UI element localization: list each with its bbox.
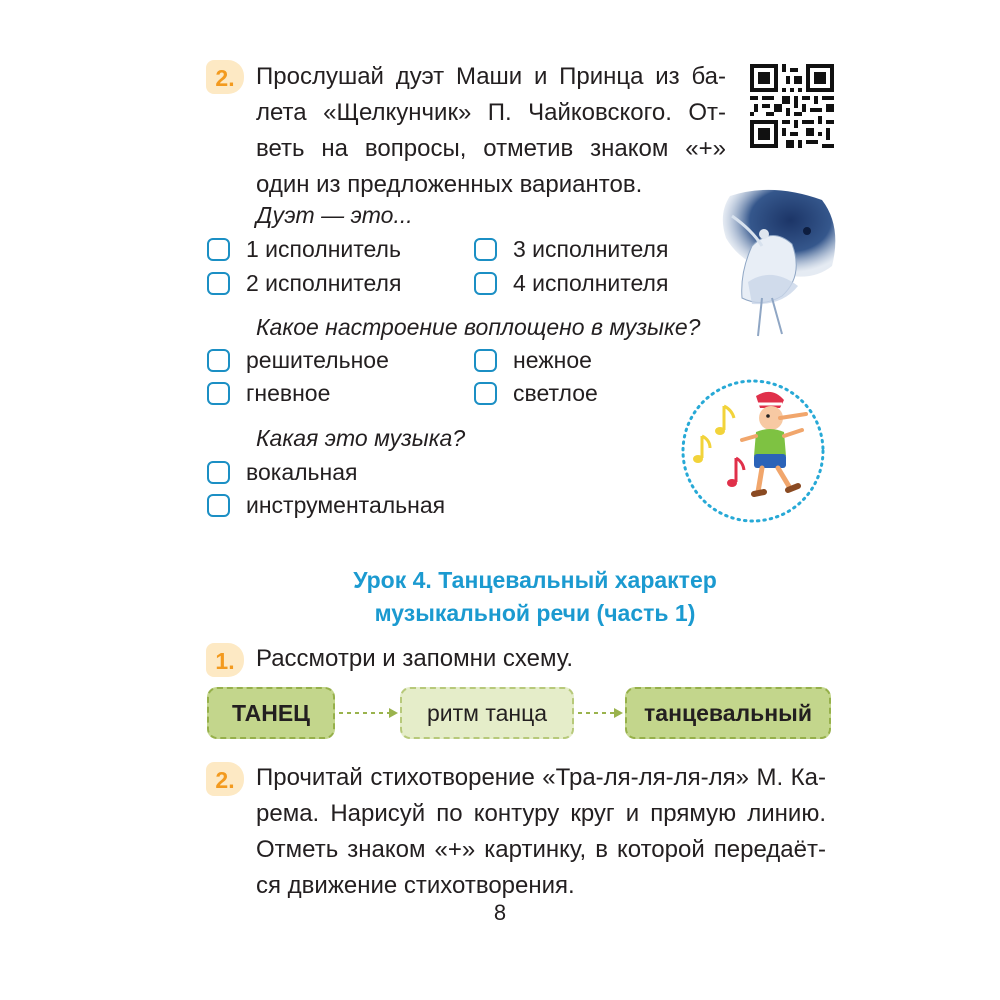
ballet-dancers-illustration bbox=[712, 186, 840, 340]
option-label: нежное bbox=[513, 346, 592, 373]
instruction-line: веть на вопросы, отметив знаком «+» bbox=[256, 135, 726, 162]
option-1-performer[interactable] bbox=[207, 233, 401, 265]
option-label: инструментальная bbox=[246, 491, 446, 518]
scheme-box-dance: ТАНЕЦ bbox=[207, 687, 335, 739]
arrow-right-icon bbox=[337, 703, 401, 723]
question-mood: Какое настроение воплощено в музыке? bbox=[256, 314, 701, 340]
checkbox[interactable] bbox=[474, 349, 497, 372]
option-2-performers[interactable] bbox=[207, 267, 401, 299]
option-label: гневное bbox=[246, 379, 331, 406]
instruction-line: Прочитай стихотворение «Тра-ля-ля-ля-ля» М. Ка- bbox=[256, 764, 826, 791]
option-4-performers[interactable] bbox=[474, 267, 668, 299]
option-label: 3 исполнителя bbox=[513, 235, 669, 262]
lesson-title-line: музыкальной речи (часть 1) bbox=[374, 600, 696, 626]
checkbox[interactable] bbox=[474, 272, 497, 295]
page-number: 8 bbox=[493, 900, 507, 925]
checkbox[interactable] bbox=[207, 461, 230, 484]
task-2-bottom-instructions bbox=[256, 760, 826, 904]
option-vocal[interactable] bbox=[207, 456, 357, 488]
scheme-box-dance-rhythm: ритм танца bbox=[400, 687, 574, 739]
pinocchio-illustration bbox=[680, 378, 826, 524]
option-label: 1 исполнитель bbox=[246, 235, 401, 262]
task-number-badge: 2. bbox=[206, 60, 244, 94]
question-duet: Дуэт — это... bbox=[256, 202, 413, 228]
option-label: 2 исполнителя bbox=[246, 269, 402, 296]
checkbox[interactable] bbox=[207, 349, 230, 372]
scheme-box-dance-like: танцевальный bbox=[625, 687, 831, 739]
arrow-right-icon bbox=[576, 703, 626, 723]
checkbox[interactable] bbox=[207, 494, 230, 517]
instruction-line: ся движение стихотворения. bbox=[256, 872, 575, 899]
lesson-title bbox=[300, 564, 770, 630]
option-tender[interactable] bbox=[474, 344, 592, 376]
instruction-line: Прослушай дуэт Маши и Принца из ба- bbox=[256, 63, 726, 90]
option-label: решительное bbox=[246, 346, 389, 373]
qr-code-icon[interactable] bbox=[750, 64, 834, 148]
checkbox[interactable] bbox=[474, 238, 497, 261]
instruction-line: один из предложенных вариантов. bbox=[256, 171, 643, 198]
instruction-line: Рассмотри и запомни схему. bbox=[256, 645, 574, 672]
task-number-badge: 2. bbox=[206, 762, 244, 796]
checkbox[interactable] bbox=[207, 272, 230, 295]
checkbox[interactable] bbox=[207, 382, 230, 405]
checkbox[interactable] bbox=[474, 382, 497, 405]
option-angry[interactable] bbox=[207, 377, 330, 409]
lesson-title-line: Урок 4. Танцевальный характер bbox=[353, 567, 717, 593]
checkbox[interactable] bbox=[207, 238, 230, 261]
option-instrumental[interactable] bbox=[207, 489, 445, 521]
option-label: 4 исполнителя bbox=[513, 269, 669, 296]
task-2-instructions bbox=[256, 59, 726, 203]
option-label: светлое bbox=[513, 379, 598, 406]
option-bright[interactable] bbox=[474, 377, 598, 409]
instruction-line: лета «Щелкунчик» П. Чайковского. От- bbox=[256, 99, 726, 126]
task-1-instructions bbox=[256, 641, 726, 677]
task-number-badge: 1. bbox=[206, 643, 244, 677]
question-music-type: Какая это музыка? bbox=[256, 425, 466, 451]
instruction-line: рема. Нарисуй по контуру круг и прямую линию. bbox=[256, 800, 826, 827]
option-label: вокальная bbox=[246, 458, 358, 485]
option-resolute[interactable] bbox=[207, 344, 389, 376]
option-3-performers[interactable] bbox=[474, 233, 668, 265]
instruction-line: Отметь знаком «+» картинку, в которой передаёт- bbox=[256, 836, 826, 863]
